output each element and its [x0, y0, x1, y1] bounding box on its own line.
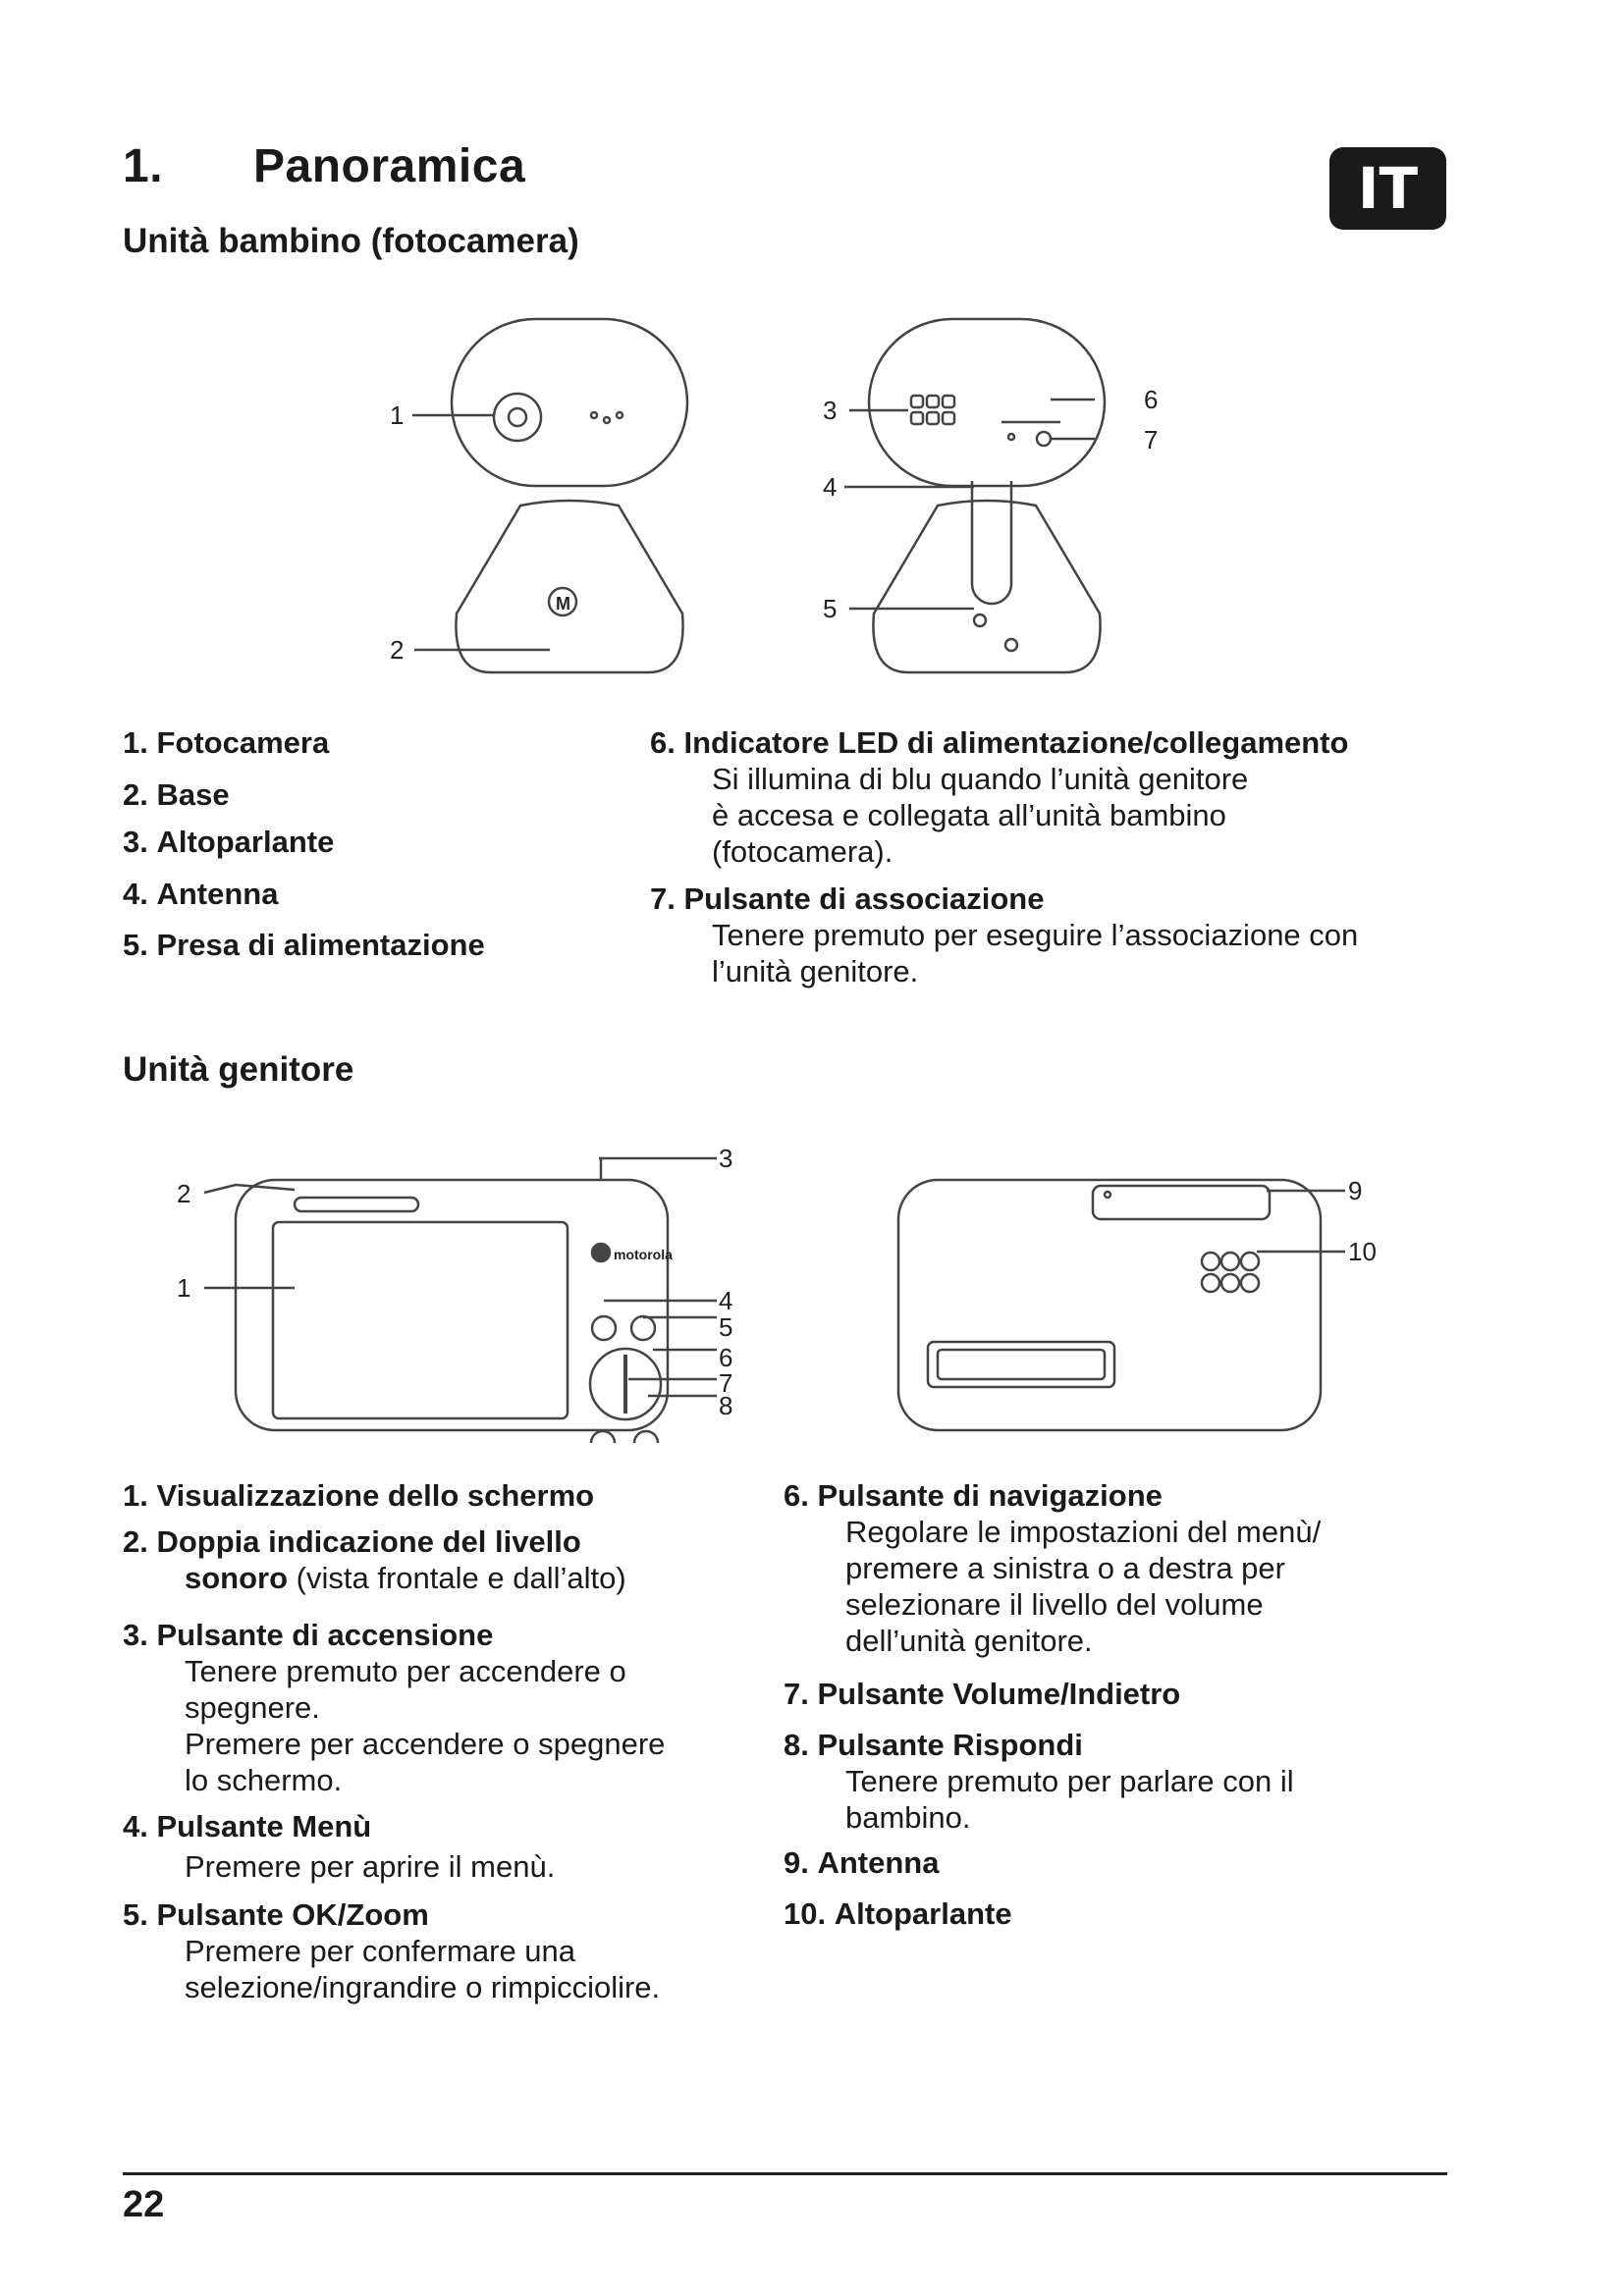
baby-item-5: 5. Presa di alimentazione	[123, 928, 485, 962]
callout-6: 6	[1144, 385, 1159, 414]
logo-letter: M	[556, 594, 570, 614]
camera-head-front	[452, 319, 687, 486]
callout-5: 5	[823, 594, 838, 623]
parent-unit-diagram	[167, 1139, 1404, 1443]
language-badge: IT	[1329, 147, 1446, 230]
callout-p5: 5	[719, 1312, 733, 1342]
ok-zoom-button	[631, 1316, 655, 1340]
parent-item-2: 2. Doppia indicazione del livello sonoro (vista frontale e dall’alto)	[123, 1524, 626, 1595]
antenna-back	[1093, 1186, 1270, 1219]
callout-3: 3	[823, 396, 838, 425]
baby-unit-diagram	[373, 304, 1159, 687]
camera-base-front	[456, 501, 682, 672]
motorola-logo-dot	[592, 1244, 610, 1261]
section-number: 1.	[123, 140, 164, 192]
callout-1: 1	[390, 400, 405, 430]
parent-item-5: 5. Pulsante OK/Zoom Premere per confermare una selezione/ingrandire o rimpicciolire.	[123, 1897, 661, 2004]
talk-button	[634, 1431, 658, 1443]
baby-item-7: 7. Pulsante di associazione Tenere premuto per eseguire l’associazione con l’unità genitore.	[650, 881, 1359, 988]
parent-item-3: 3. Pulsante di accensione Tenere premuto per accendere o spegnere. Premere per accendere o spegnere lo schermo.	[123, 1618, 666, 1797]
baby-item-4: 4. Antenna	[123, 877, 279, 911]
parent-item-7: 7. Pulsante Volume/Indietro	[784, 1677, 1181, 1711]
baby-item-1: 1. Fotocamera	[123, 725, 330, 760]
power-socket	[974, 614, 986, 626]
callout-p8: 8	[719, 1391, 733, 1420]
callout-p4: 4	[719, 1286, 733, 1315]
parent-item-10: 10. Altoparlante	[784, 1896, 1012, 1931]
led-indicator	[1008, 434, 1014, 440]
parent-unit-heading: Unità genitore	[123, 1050, 354, 1089]
parent-item-8: 8. Pulsante Rispondi Tenere premuto per parlare con il bambino.	[784, 1728, 1294, 1835]
parent-item-1: 1. Visualizzazione dello schermo	[123, 1478, 595, 1513]
parent-unit-back	[898, 1180, 1321, 1430]
speaker-grille	[1202, 1253, 1259, 1292]
page-number: 22	[123, 2184, 165, 2225]
callout-p1: 1	[177, 1273, 191, 1303]
baby-item-2: 2. Base	[123, 777, 230, 812]
parent-item-4: 4. Pulsante Menù Premere per aprire il menù.	[123, 1809, 556, 1884]
screen-display	[273, 1222, 568, 1418]
pair-button	[1037, 432, 1051, 446]
parent-unit-back-body	[898, 1180, 1321, 1430]
footer-rule	[123, 2172, 1447, 2175]
callout-2: 2	[390, 635, 405, 665]
camera-base-back	[873, 501, 1100, 672]
callout-p2: 2	[177, 1179, 191, 1208]
baby-unit-heading: Unità bambino (fotocamera)	[123, 222, 579, 260]
baby-item-6: 6. Indicatore LED di alimentazione/collegamento Si illumina di blu quando l’unità genitore è accesa e collegata all’unità bambino (fotocamera).	[650, 725, 1349, 869]
parent-item-6: 6. Pulsante di navigazione Regolare le impostazioni del menù/ premere a sinistra o a destra per selezionare il livello del volume dell’unità genitore.	[784, 1478, 1322, 1658]
callout-7: 7	[1144, 425, 1159, 454]
callout-p10: 10	[1348, 1237, 1377, 1266]
menu-button	[592, 1316, 616, 1340]
callout-p7: 7	[719, 1368, 733, 1398]
speaker-holes	[911, 396, 954, 424]
camera-lens	[494, 394, 541, 441]
callout-p9: 9	[1348, 1176, 1363, 1205]
parent-item-9: 9. Antenna	[784, 1845, 940, 1880]
page-title: Panoramica	[253, 140, 526, 192]
callout-p3: 3	[719, 1144, 733, 1173]
parent-unit-body	[236, 1180, 668, 1430]
antenna	[972, 481, 1011, 604]
baby-item-3: 3. Altoparlante	[123, 825, 335, 859]
parent-unit-front	[236, 1158, 668, 1443]
brand-label: motorola	[614, 1247, 673, 1262]
baby-unit-front	[452, 319, 687, 672]
camera-head-back	[869, 319, 1105, 486]
volume-leds	[295, 1198, 418, 1211]
callout-p6: 6	[719, 1343, 733, 1372]
callout-4: 4	[823, 472, 838, 502]
baby-unit-back	[869, 319, 1105, 672]
volume-back-button	[591, 1431, 615, 1443]
